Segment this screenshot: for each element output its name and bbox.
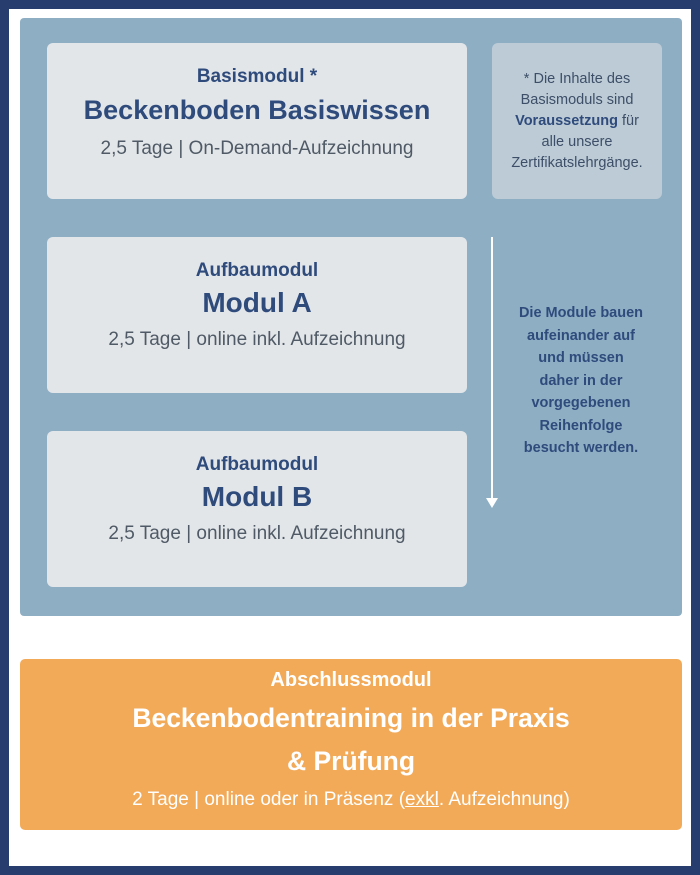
modul-b-title: Modul B [201, 481, 313, 512]
abschluss-title-line-2: & Prüfung [286, 746, 416, 776]
note-line-1: * Die Inhalte des [523, 71, 631, 87]
abschluss-title [20, 697, 682, 783]
modul-b-kicker: Aufbaumodul [195, 454, 319, 475]
order-note-line: Die Module bauen [518, 305, 644, 321]
note-line-4: alle unsere [541, 134, 613, 150]
modul-b-card [47, 431, 467, 587]
basismodul-meta: 2,5 Tage | On-Demand-Aufzeichnung [100, 138, 414, 159]
note-line-3-rest: für [617, 113, 639, 129]
abschlussmodul-card [20, 659, 682, 830]
prerequisite-note [492, 43, 662, 199]
abschluss-meta-after: . Aufzeichnung) [438, 789, 570, 810]
abschluss-kicker: Abschlussmodul [270, 669, 432, 691]
abschluss-title-line-1: Beckenbodentraining in der Praxis [132, 703, 570, 733]
modul-a-title: Modul A [202, 287, 312, 318]
modul-a-kicker: Aufbaumodul [195, 260, 319, 281]
basismodul-title: Beckenboden Basiswissen [83, 95, 431, 125]
order-note-line: daher in der [539, 372, 623, 389]
order-note-line: aufeinander auf [527, 327, 635, 344]
sequence-arrow-line [491, 237, 493, 501]
abschluss-meta-before: 2 Tage | online oder in Präsenz ( [132, 789, 406, 810]
note-line-5: Zertifikatslehrgänge. [511, 155, 643, 171]
basismodul-card [47, 43, 467, 199]
note-line-2: Basismoduls sind [520, 92, 634, 108]
abschluss-meta-underlined: exkl [405, 789, 439, 810]
abschluss-meta [20, 789, 682, 811]
modul-a-card [47, 237, 467, 393]
order-note-line: und müssen [538, 350, 624, 366]
note-line-3 [502, 111, 652, 132]
order-note-line: besucht werden. [523, 440, 639, 456]
note-bold: Voraussetzung [515, 113, 618, 129]
order-note [506, 302, 656, 460]
arrow-down-icon [486, 498, 498, 508]
modul-a-meta: 2,5 Tage | online inkl. Aufzeichnung [108, 329, 406, 350]
modul-b-meta: 2,5 Tage | online inkl. Aufzeichnung [108, 523, 406, 544]
order-note-line: vorgegebenen [531, 395, 631, 411]
order-note-line: Reihenfolge [539, 417, 623, 434]
basismodul-kicker: Basismodul * [196, 66, 318, 87]
